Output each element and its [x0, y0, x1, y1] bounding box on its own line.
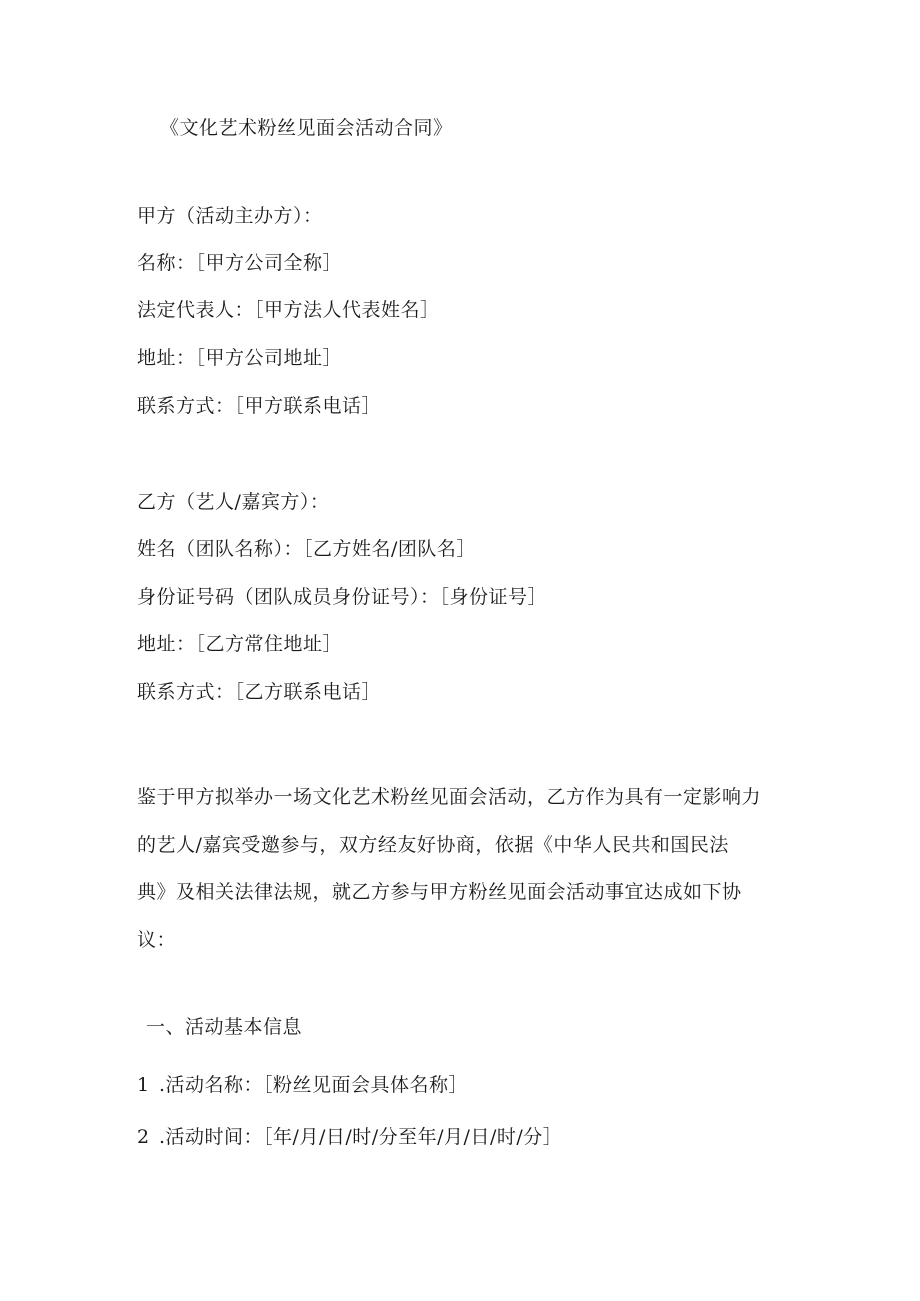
party-a-legal-rep: 法定代表人：［甲方法人代表姓名］: [137, 299, 440, 321]
party-a-contact: 联系方式：［甲方联系电话］: [137, 395, 382, 417]
party-a-address: 地址：［甲方公司地址］: [137, 347, 343, 369]
party-b-name: 姓名（团队名称）：［乙方姓名/团队名］: [137, 538, 476, 560]
preamble-line: 典》及相关法律法规，就乙方参与甲方粉丝见面会活动事宜达成如下协: [137, 881, 742, 903]
party-b-address: 地址：［乙方常住地址］: [137, 633, 343, 655]
party-a-heading: 甲方（活动主办方）：: [137, 205, 323, 227]
preamble-line: 议：: [137, 928, 177, 951]
preamble-line: 的艺人/嘉宾受邀参与，双方经友好协商，依据《中华人民共和国民法: [137, 833, 729, 856]
party-b-id-number: 身份证号码（团队成员身份证号）：［身份证号］: [137, 586, 548, 608]
item-text: .活动名称：［粉丝见面会具体名称］: [159, 1074, 469, 1096]
item-number: 2: [137, 1126, 150, 1148]
section-1-heading: 一、活动基本信息: [146, 1016, 303, 1038]
item-number: 1: [137, 1074, 150, 1096]
document-title: 《文化艺术粉丝见面会活动合同》: [160, 117, 453, 139]
preamble-line: 鉴于甲方拟举办一场文化艺术粉丝见面会活动，乙方作为具有一定影响力: [137, 786, 762, 808]
preamble-paragraph: [137, 774, 787, 964]
item-text: .活动时间：［年/月/日/时/分至年/月/日/时/分］: [159, 1126, 563, 1148]
section-1-item-2: [137, 1125, 562, 1149]
party-a-name: 名称：［甲方公司全称］: [137, 252, 343, 274]
party-b-contact: 联系方式：［乙方联系电话］: [137, 681, 382, 703]
section-1-item-1: [137, 1073, 468, 1097]
party-b-heading: 乙方（艺人/嘉宾方）：: [137, 491, 330, 513]
